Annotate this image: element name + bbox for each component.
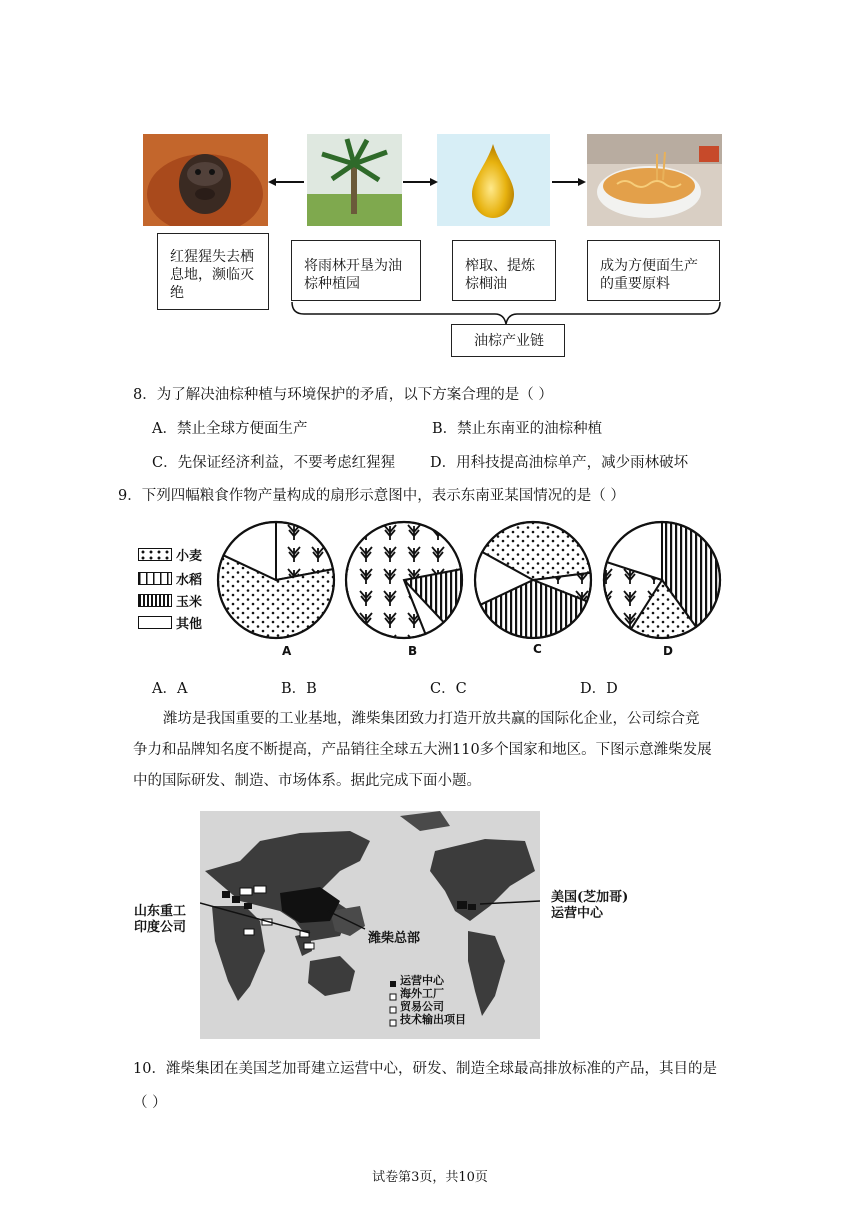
legend-label: 水稻 [176, 573, 203, 588]
flow-box-orangutan [157, 233, 269, 310]
legend-wheat [138, 545, 202, 564]
map-label-line: 山东重工 [134, 904, 187, 919]
passage-line-2: 争力和品牌知名度不断提高，产品销往全球五大洲110多个国家和地区。下图示意潍柴发展 [133, 742, 712, 758]
q10-paren: （ ） [133, 1095, 167, 1111]
legend-label: 玉米 [176, 595, 203, 610]
pie-label-a: A [282, 644, 292, 658]
passage [133, 704, 733, 797]
map-legend-tech: 技术输出项目 [400, 1013, 466, 1026]
map-legend-ops: 运营中心 [400, 974, 444, 987]
map-label-us [551, 890, 628, 922]
orangutan-photo [143, 134, 268, 226]
q9-option-b[interactable]: B．B [281, 681, 317, 697]
map-label-hq: 潍柴总部 [368, 931, 421, 946]
q9-option-d[interactable]: D．D [580, 681, 618, 697]
page-footer: 试卷第3页，共10页 [372, 1170, 488, 1185]
legend-other [138, 613, 202, 632]
flow-box-text: 成为方便面生产的重要原料 [600, 258, 698, 292]
corn-swatch [138, 594, 172, 607]
flow-box-noodles [587, 240, 720, 301]
rice-swatch [138, 572, 172, 585]
instant-noodles-photo [587, 134, 722, 226]
flow-box-text: 红猩猩失去栖息地，濒临灭绝 [170, 249, 254, 301]
legend-label: 其他 [176, 617, 203, 632]
map-legend-trade: 贸易公司 [400, 1000, 444, 1013]
map-label-line: 印度公司 [134, 920, 187, 935]
map-label-india [134, 904, 186, 936]
pie-charts [210, 520, 740, 650]
flow-box-text: 榨取、提炼棕榈油 [465, 258, 535, 292]
flow-box-plantation [291, 240, 421, 301]
q8-stem: 8．为了解决油棕种植与环境保护的矛盾，以下方案合理的是（ ） [133, 387, 553, 403]
q8-option-d[interactable]: D．用科技提高油棕单产，减少雨林破坏 [430, 455, 689, 471]
map-label-line: 运营中心 [551, 906, 604, 921]
map-legend-factory: 海外工厂 [400, 987, 444, 1000]
q8-option-a[interactable]: A．禁止全球方便面生产 [152, 421, 308, 437]
legend-rice [138, 569, 202, 588]
q10-stem: 10．潍柴集团在美国芝加哥建立运营中心，研发、制造全球最高排放标准的产品，其目的是 [133, 1061, 717, 1077]
pie-label-c: C [533, 642, 542, 656]
pie-label-b: B [408, 644, 418, 658]
passage-line-1: 潍坊是我国重要的工业基地，潍柴集团致力打造开放共赢的国际化企业，公司综合竞 [163, 711, 700, 727]
legend-corn [138, 591, 202, 610]
q9-option-a[interactable]: A．A [152, 681, 188, 697]
flow-box-extract [452, 240, 556, 301]
passage-line-3: 中的国际研发、制造、市场体系。据此完成下面小题。 [133, 773, 481, 789]
q9-option-c[interactable]: C．C [430, 681, 467, 697]
chain-label: 油棕产业链 [474, 333, 544, 349]
pie-label-d: D [663, 644, 673, 658]
world-map [200, 811, 540, 1039]
q8-option-b[interactable]: B．禁止东南亚的油棕种植 [432, 421, 603, 437]
other-swatch [138, 616, 172, 629]
map-legend [400, 974, 466, 1026]
q9-stem: 9．下列四幅粮食作物产量构成的扇形示意图中，表示东南亚某国情况的是（ ） [118, 488, 625, 504]
q8-option-c[interactable]: C．先保证经济利益，不要考虑红猩猩 [152, 455, 396, 471]
wheat-swatch [138, 548, 172, 561]
flow-arrows [268, 176, 588, 188]
map-label-line: 美国(芝加哥) [551, 890, 629, 905]
legend-label: 小麦 [176, 549, 203, 564]
flow-box-text: 将雨林开垦为油棕种植园 [304, 258, 402, 292]
chain-label-box [451, 324, 565, 357]
